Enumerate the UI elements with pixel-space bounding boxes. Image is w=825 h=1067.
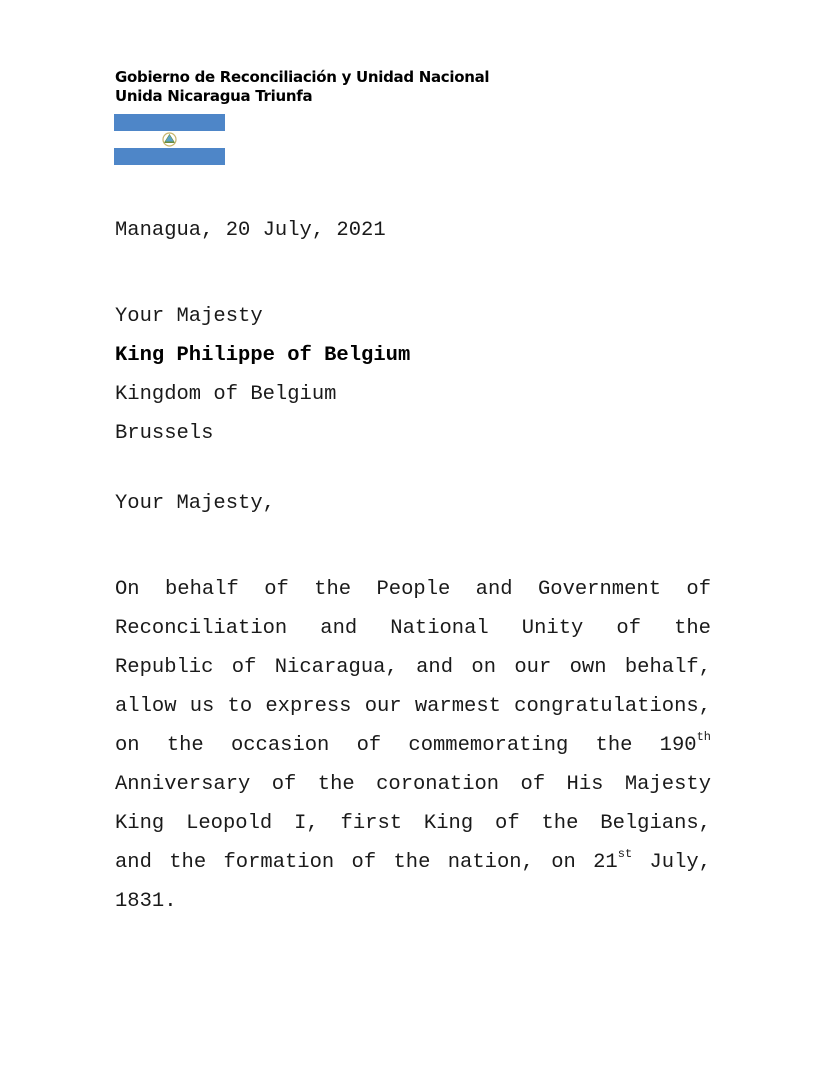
recipient-city: Brussels bbox=[115, 422, 214, 445]
paragraph-line bbox=[115, 843, 711, 882]
paragraph-line: King Leopold I, first King of the Belgians, bbox=[115, 812, 711, 835]
paragraph-text: July, bbox=[632, 851, 712, 874]
paragraph-line: On behalf of the People and Government of bbox=[115, 578, 711, 601]
paragraph-line: 1831. bbox=[115, 890, 177, 913]
paragraph-line: allow us to express our warmest congratulations, bbox=[115, 695, 711, 718]
letter-paragraph bbox=[115, 570, 711, 921]
recipient-address bbox=[115, 297, 711, 453]
recipient-title: Your Majesty bbox=[115, 305, 263, 328]
recipient-name: King Philippe of Belgium bbox=[115, 344, 411, 367]
paragraph-line bbox=[115, 726, 711, 765]
ordinal-suffix: st bbox=[617, 847, 633, 861]
letterhead-slogan: Unida Nicaragua Triunfa bbox=[115, 87, 313, 105]
paragraph-line: Reconciliation and National Unity of the bbox=[115, 617, 711, 640]
paragraph-text: and the formation of the nation, on 21 bbox=[115, 851, 618, 874]
paragraph-text: on the occasion of commemorating the 190 bbox=[115, 734, 697, 757]
paragraph-line: Republic of Nicaragua, and on our own behalf, bbox=[115, 656, 711, 679]
salutation: Your Majesty, bbox=[115, 492, 275, 515]
ordinal-suffix: th bbox=[696, 730, 711, 744]
letterhead bbox=[115, 68, 489, 106]
paragraph-line: Anniversary of the coronation of His Majesty bbox=[115, 773, 711, 796]
letter-date: Managua, 20 July, 2021 bbox=[115, 219, 386, 242]
letterhead-government-name: Gobierno de Reconciliación y Unidad Nacional bbox=[115, 68, 490, 86]
nicaragua-flag-icon bbox=[114, 114, 225, 165]
recipient-kingdom: Kingdom of Belgium bbox=[115, 383, 337, 406]
